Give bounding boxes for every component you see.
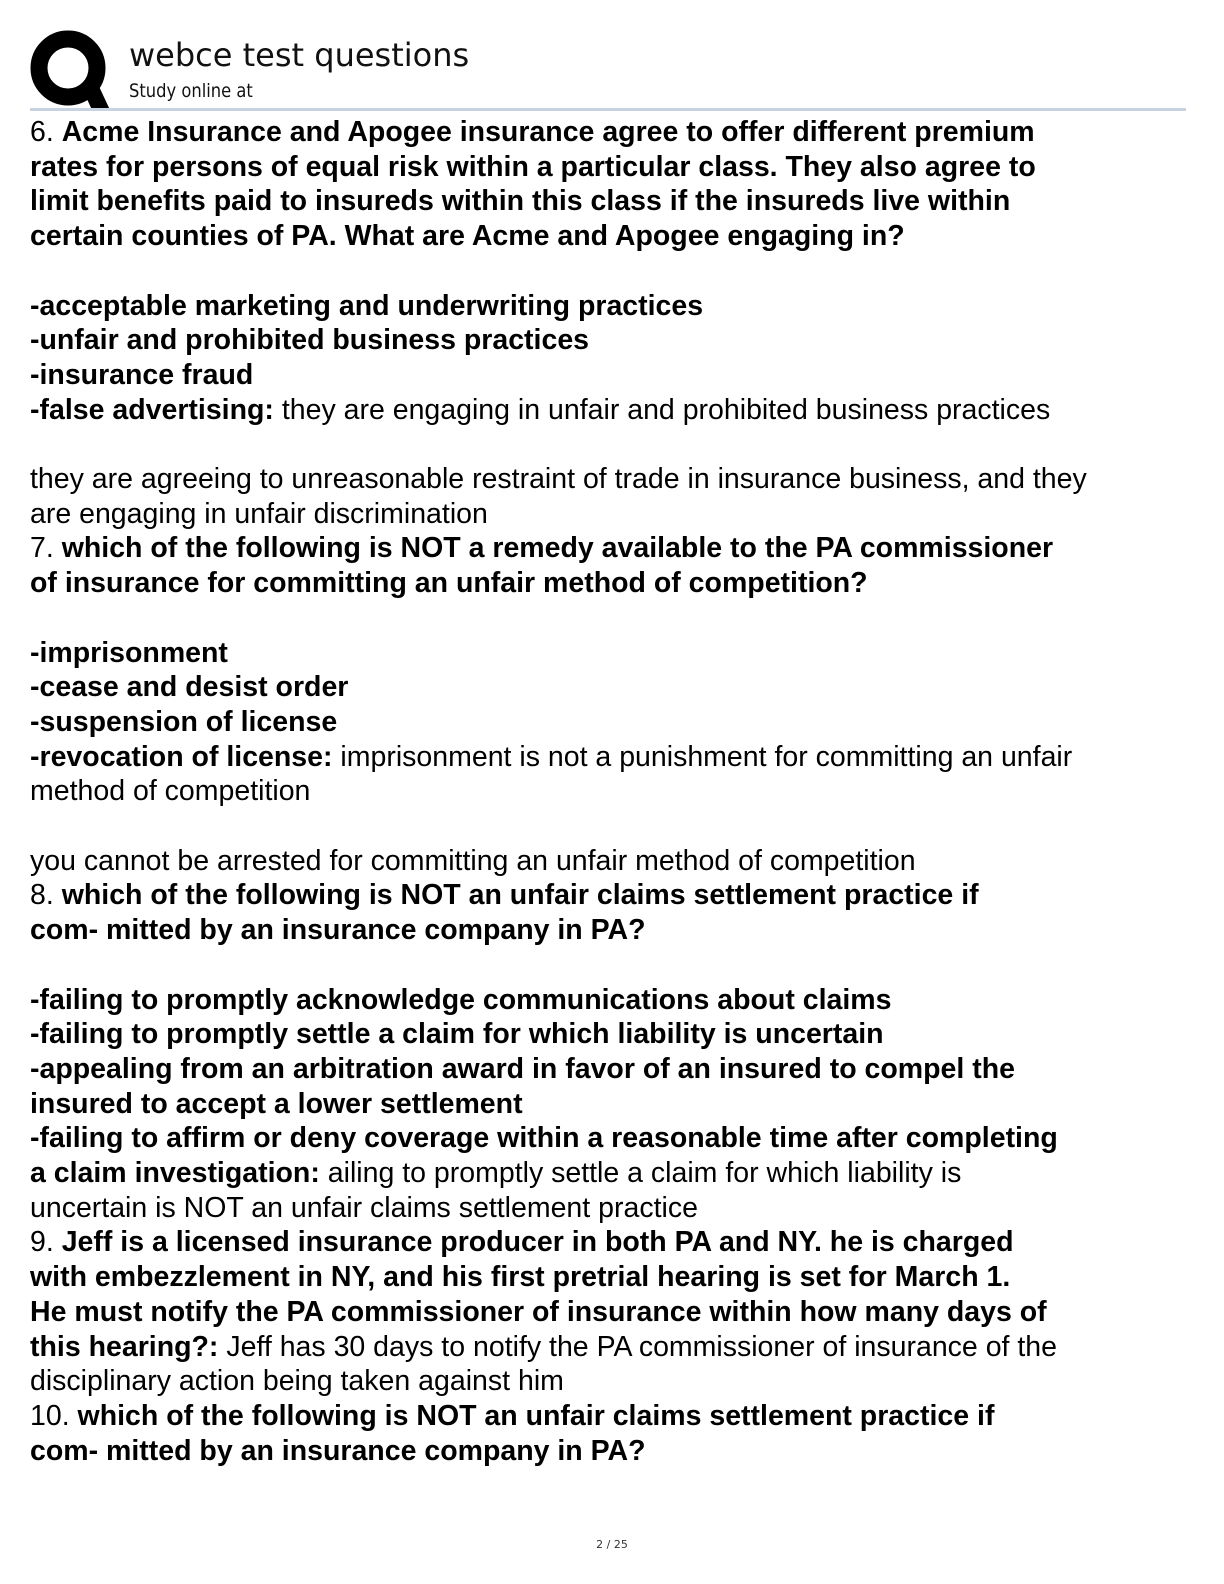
question-6 bbox=[30, 115, 1210, 531]
explanation-line: you cannot be arrested for committing an unfair method of competition bbox=[30, 844, 916, 877]
question-text-line: with embezzlement in NY, and his first pretrial hearing is set for March 1. bbox=[30, 1261, 1011, 1294]
option: a claim investigation: bbox=[30, 1157, 320, 1190]
quizlet-logo-icon bbox=[30, 30, 110, 110]
question-text-line: this hearing?: bbox=[30, 1330, 219, 1363]
question-text-line: Jeff is a licensed insurance producer in both PA and NY. he is charged bbox=[61, 1226, 1014, 1259]
question-text-line: com- mitted by an insurance company in PA? bbox=[30, 1434, 646, 1467]
question-number: 7. bbox=[30, 532, 54, 565]
question-8 bbox=[30, 878, 1210, 1225]
question-number: 10. bbox=[30, 1399, 70, 1432]
question-10 bbox=[30, 1399, 1210, 1468]
answer-text: Jeff has 30 days to notify the PA commissioner of insurance of the bbox=[218, 1330, 1058, 1363]
answer-text: ailing to promptly settle a claim for which liability is bbox=[319, 1157, 962, 1190]
question-text-line: limit benefits paid to insureds within this class if the insureds live within bbox=[30, 185, 1011, 218]
explanation-line: they are agreeing to unreasonable restraint of trade in insurance business, and they bbox=[30, 463, 1087, 495]
option: -appealing from an arbitration award in favor of an insured to compel the bbox=[30, 1052, 1015, 1085]
answer-text: they are engaging in unfair and prohibited business practices bbox=[273, 393, 1051, 426]
question-9 bbox=[30, 1225, 1210, 1399]
question-text-line: which of the following is NOT an unfair claims settlement practice if bbox=[77, 1399, 995, 1432]
question-number: 8. bbox=[30, 879, 54, 912]
option: -revocation of license: bbox=[30, 740, 333, 773]
question-text-line: which of the following is NOT a remedy available to the PA commissioner bbox=[61, 532, 1054, 565]
question-text-line: certain counties of PA. What are Acme and Apogee engaging in? bbox=[30, 220, 905, 253]
explanation-line: are engaging in unfair discrimination bbox=[30, 497, 488, 530]
page-header bbox=[30, 30, 1186, 110]
answer-text: uncertain is NOT an unfair claims settlement practice bbox=[30, 1191, 698, 1224]
answer-text: imprisonment is not a punishment for committing an unfair bbox=[332, 740, 1073, 773]
answer-text: disciplinary action being taken against him bbox=[30, 1365, 564, 1398]
option: -failing to affirm or deny coverage within a reasonable time after completing bbox=[30, 1122, 1058, 1155]
header-divider bbox=[30, 108, 1186, 111]
page-title: webce test questions bbox=[129, 36, 470, 74]
study-online-label: Study online at bbox=[129, 80, 253, 102]
answer-text: method of competition bbox=[30, 775, 311, 808]
option: -acceptable marketing and underwriting practices bbox=[30, 289, 704, 322]
question-7 bbox=[30, 531, 1210, 878]
question-text-line: rates for persons of equal risk within a particular class. They also agree to bbox=[30, 150, 1036, 183]
option: -suspension of license bbox=[30, 705, 338, 738]
question-number: 9. bbox=[30, 1226, 54, 1259]
question-text-line: of insurance for committing an unfair method of competition? bbox=[30, 567, 868, 600]
question-text-line: which of the following is NOT an unfair claims settlement practice if bbox=[61, 879, 979, 912]
option: -imprisonment bbox=[30, 636, 228, 669]
option: -cease and desist order bbox=[30, 671, 349, 704]
question-text-line: Acme Insurance and Apogee insurance agree to offer different premium bbox=[61, 116, 1035, 148]
option: insured to accept a lower settlement bbox=[30, 1087, 523, 1120]
option: -insurance fraud bbox=[30, 358, 254, 391]
questions-content bbox=[30, 115, 1210, 1468]
option: -failing to promptly settle a claim for which liability is uncertain bbox=[30, 1018, 884, 1051]
option: -false advertising: bbox=[30, 393, 274, 426]
option: -unfair and prohibited business practices bbox=[30, 324, 590, 357]
question-number: 6. bbox=[30, 116, 54, 148]
option: -failing to promptly acknowledge communications about claims bbox=[30, 983, 892, 1016]
question-text-line: com- mitted by an insurance company in PA? bbox=[30, 914, 646, 947]
page-number: 2 / 25 bbox=[596, 1538, 628, 1551]
question-text-line: He must notify the PA commissioner of insurance within how many days of bbox=[30, 1295, 1047, 1328]
